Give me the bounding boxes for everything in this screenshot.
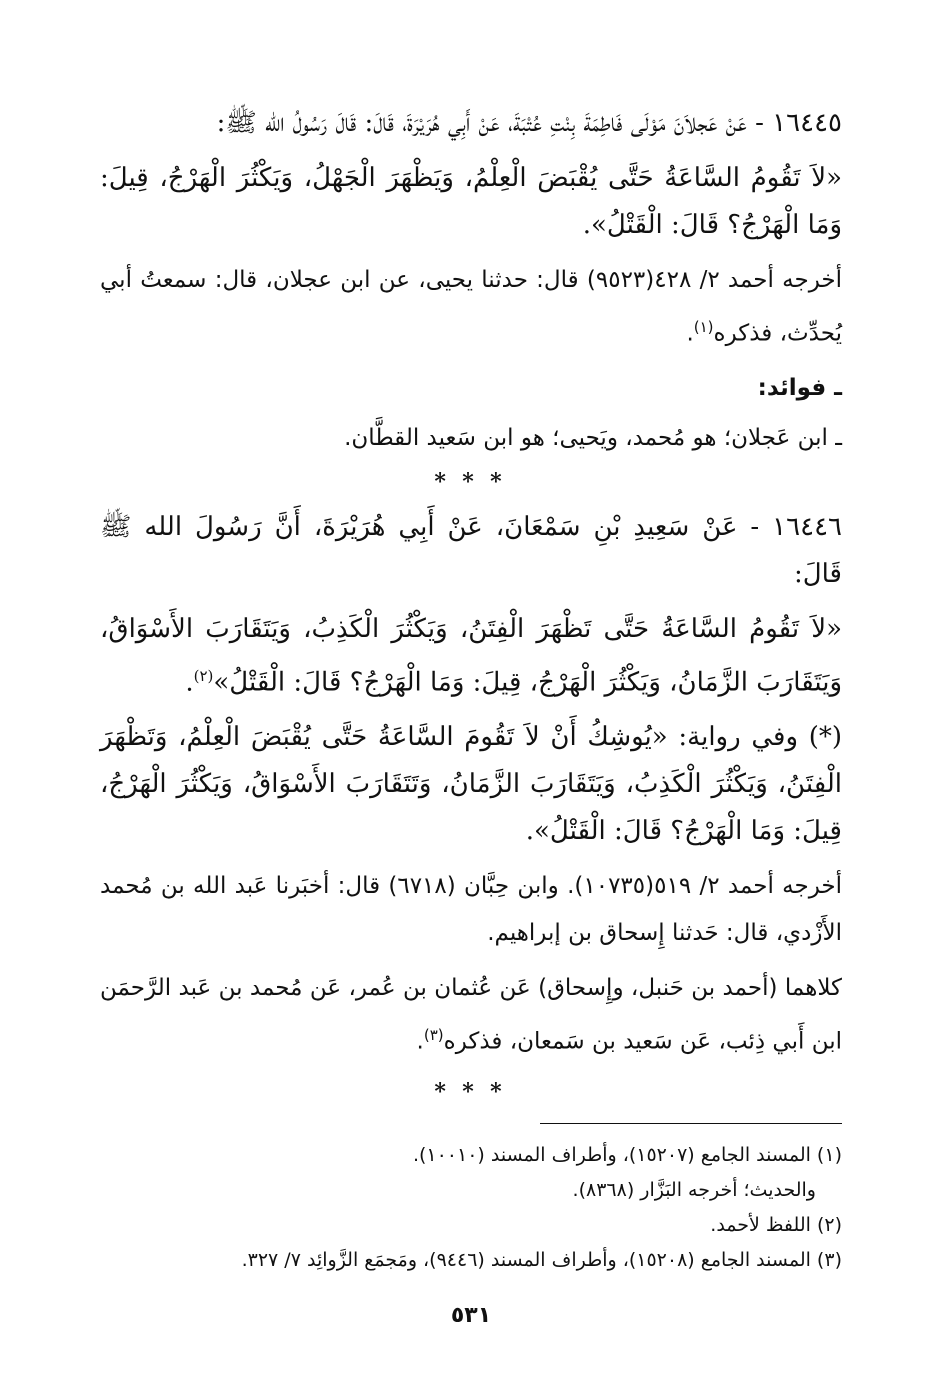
section-separator-2: * * *	[434, 1078, 508, 1105]
footnote-ref-1: (١)	[693, 318, 714, 336]
footnote-1-continued: والحديث؛ أخرجه البَزَّار (٨٣٦٨).	[572, 1179, 816, 1201]
footnote-ref-3: (٣)	[423, 1026, 444, 1045]
hadith-16446-matn: «لاَ تَقُومُ السَّاعَةُ حَتَّى تَظْهَرَ الْفِتَنُ، وَيَكْثُرَ الْكَذِبُ، وَيَتَقَارَبَ الأَسْوَاقُ، وَيَتَقَارَبَ الزَّمَانُ، وَيَكْثُرَ الْهَرْجُ، قِيلَ: وَمَا الْهَرْجُ؟ قَالَ: الْقَتْلُ»$^{(٢)}$.	[100, 613, 842, 698]
footnote-ref-2: (٢)	[193, 666, 214, 685]
hadith-16446-isnad-text: ١٦٤٤٦ - عَنْ سَعِيدِ بْنِ سَمْعَانَ، عَنْ أَبِي هُرَيْرَةَ، أَنَّ رَسُولَ الله ﷺ قَالَ:	[100, 511, 842, 589]
hadith-16445-isnad	[100, 100, 842, 147]
section-separator: * * *	[434, 468, 508, 495]
footnotes	[100, 1138, 842, 1278]
hadith-16445-takhrij-text: أخرجه أحمد ٢/ ٤٢٨(٩٥٢٣) قال: حدثنا يحيى، عن ابن عجلان، قال: سمعتُ أبي يُحدِّث، فذكره	[100, 267, 842, 347]
fawaid-heading: ـ فوائد:	[757, 374, 842, 401]
page-number: ٥٣١	[450, 1303, 492, 1328]
hadith-16445-isnad-text: ١٦٤٤٥ - عَنْ عَجلاَنَ مَوْلَى فَاطِمَةَ بِنْتِ عُتْبَةَ، عَنْ أَبِي هُرَيْرَةَ، قَالَ: قَالَ رَسُولُ الله ﷺ:	[216, 108, 842, 138]
hadith-16445-matn-text: «لاَ تَقُومُ السَّاعَةُ حَتَّى يُقْبَضَ الْعِلْمُ، وَيَظْهَرَ الْجَهْلُ، وَيَكْثُرَ الْهَرْجُ، قِيلَ: وَمَا الْهَرْجُ؟ قَالَ: الْقَتْلُ».	[100, 163, 842, 240]
footnote-3: (٣) المسند الجامع (١٥٢٠٨)، وأطراف المسند (٩٤٤٦)، ومَجمَع الزَّوائِد ٧/ ٣٢٧.	[241, 1249, 842, 1271]
hadith-16445-takhrij: أخرجه أحمد ٢/ ٤٢٨(٩٥٢٣) قال: حدثنا يحيى، عن ابن عجلان، قال: سمعتُ أبي يُحدِّث، فذكره$^{(١)}$.	[100, 267, 842, 347]
hadith-16446-riwaya-text: (*) وفي رواية: «يُوشِكُ أَنْ لاَ تَقُومَ السَّاعَةُ حَتَّى يُقْبَضَ الْعِلْمُ، وَتَظْهَرَ الْفِتَنُ، وَيَكْثُرَ الْكَذِبُ، وَيَتَقَارَبَ الزَّمَانُ، وَتَتَقَارَبَ الأَسْوَاقُ، وَيَكْثُرَ الْهَرْجُ، قِيلَ: وَمَا الْهَرْجُ؟ قَالَ: الْقَتْلُ».	[100, 722, 842, 847]
hadith-16445-matn	[100, 155, 842, 249]
hadith-16446-isnad	[100, 504, 842, 598]
fawaid-item: ـ ابن عَجلان؛ هو مُحمد، ويَحيى؛ هو ابن سَعيد القطَّان.	[344, 424, 842, 451]
hadith-16446-takhrij-2: كلاهما (أحمد بن حَنبل، وإِسحاق) عَن عُثمان بن عُمر، عَن مُحمد بن عَبد الرَّحمَن ابن أَبي ذِئب، عَن سَعيد بن سَمعان، فذكره$^{(٣)}$.	[100, 975, 842, 1055]
hadith-16446-riwaya	[100, 714, 842, 855]
hadith-16446-takhrij-1: أخرجه أحمد ٢/ ٥١٩(١٠٧٣٥). وابن حِبَّان (٦٧١٨) قال: أخبَرنا عَبد الله بن مُحمد الأَزْدي، قال: حَدثنا إِسحاق بن إبراهيم.	[100, 873, 842, 947]
page-body	[100, 100, 842, 1114]
footnote-2: (٢) اللفظ لأحمد.	[710, 1214, 842, 1236]
hadith-16446-takhrij-2-text: كلاهما (أحمد بن حَنبل، وإِسحاق) عَن عُثمان بن عُمر، عَن مُحمد بن عَبد الرَّحمَن ابن أَبي ذِئب، عَن سَعيد بن سَمعان، فذكره	[100, 975, 842, 1055]
footnote-1: (١) المسند الجامع (١٥٢٠٧)، وأطراف المسند (١٠٠١٠).	[412, 1144, 842, 1166]
footnote-divider	[540, 1123, 842, 1124]
hadith-16446-matn-text: «لاَ تَقُومُ السَّاعَةُ حَتَّى تَظْهَرَ الْفِتَنُ، وَيَكْثُرَ الْكَذِبُ، وَيَتَقَارَبَ الأَسْوَاقُ، وَيَتَقَارَبَ الزَّمَانُ، وَيَكْثُرَ الْهَرْجُ، قِيلَ: وَمَا الْهَرْجُ؟ قَالَ: الْقَتْلُ»	[100, 613, 842, 698]
